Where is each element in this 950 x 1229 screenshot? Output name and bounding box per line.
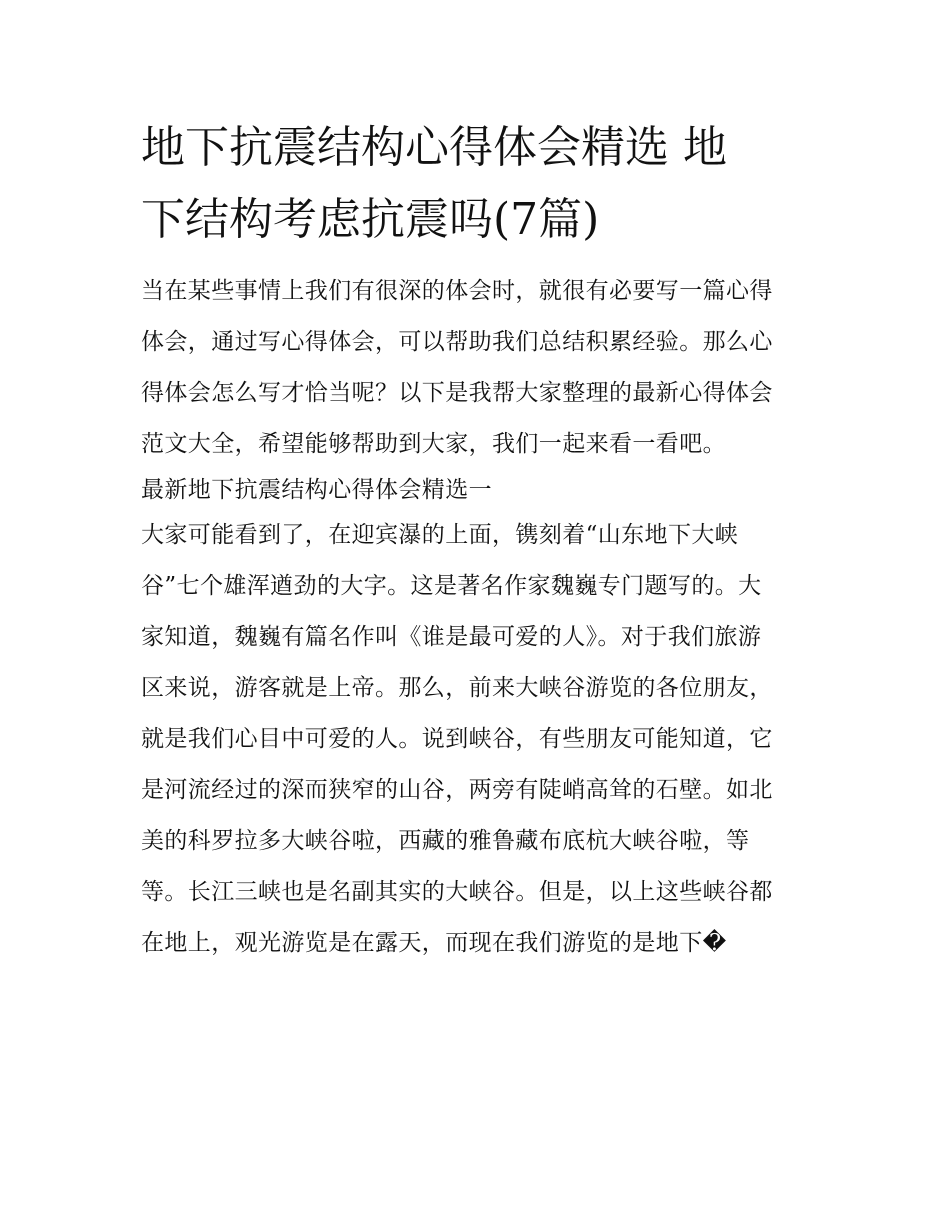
intro-paragraph: [141, 266, 813, 470]
intro-line: 范文大全，希望能够帮助到大家，我们一起来看一看吧。: [141, 431, 726, 457]
title-line: 地下抗震结构心得体会精选 地: [141, 122, 727, 173]
body-line: 家知道，魏巍有篇名作叫《谁是最可爱的人》。对于我们旅游: [141, 624, 762, 650]
body-line: 是河流经过的深而狭窄的山谷，两旁有陡峭高耸的石壁。如北: [141, 777, 773, 803]
body-line: 区来说，游客就是上帝。那么，前来大峡谷游览的各位朋友，: [141, 675, 773, 701]
intro-line: 体会，通过写心得体会，可以帮助我们总结积累经验。那么心: [141, 329, 773, 355]
body-line: 在地上，观光游览是在露天，而现在我们游览的是地下�: [141, 930, 727, 956]
section-heading: 最新地下抗震结构心得体会精选一: [141, 477, 492, 503]
body-line: 就是我们心目中可爱的人。说到峡谷，有些朋友可能知道，它: [141, 726, 773, 752]
intro-line: 当在某些事情上我们有很深的体会时，就很有必要写一篇心得: [141, 278, 773, 304]
title-line: 下结构考虑抗震吗(7篇): [141, 194, 600, 245]
body-line: 美的科罗拉多大峡谷啦，西藏的雅鲁藏布底杭大峡谷啦，等: [141, 828, 750, 854]
document-content: [141, 112, 813, 969]
body-paragraph: [141, 510, 813, 969]
body-line: 大家可能看到了，在迎宾瀑的上面，镌刻着“山东地下大峡: [141, 522, 739, 548]
body-line: 谷”七个雄浑遒劲的大字。这是著名作家魏巍专门题写的。大: [141, 573, 762, 599]
document-title: [141, 112, 813, 256]
intro-line: 得体会怎么写才恰当呢？以下是我帮大家整理的最新心得体会: [141, 380, 773, 406]
body-line: 等。长江三峡也是名副其实的大峡谷。但是，以上这些峡谷都: [141, 879, 773, 905]
